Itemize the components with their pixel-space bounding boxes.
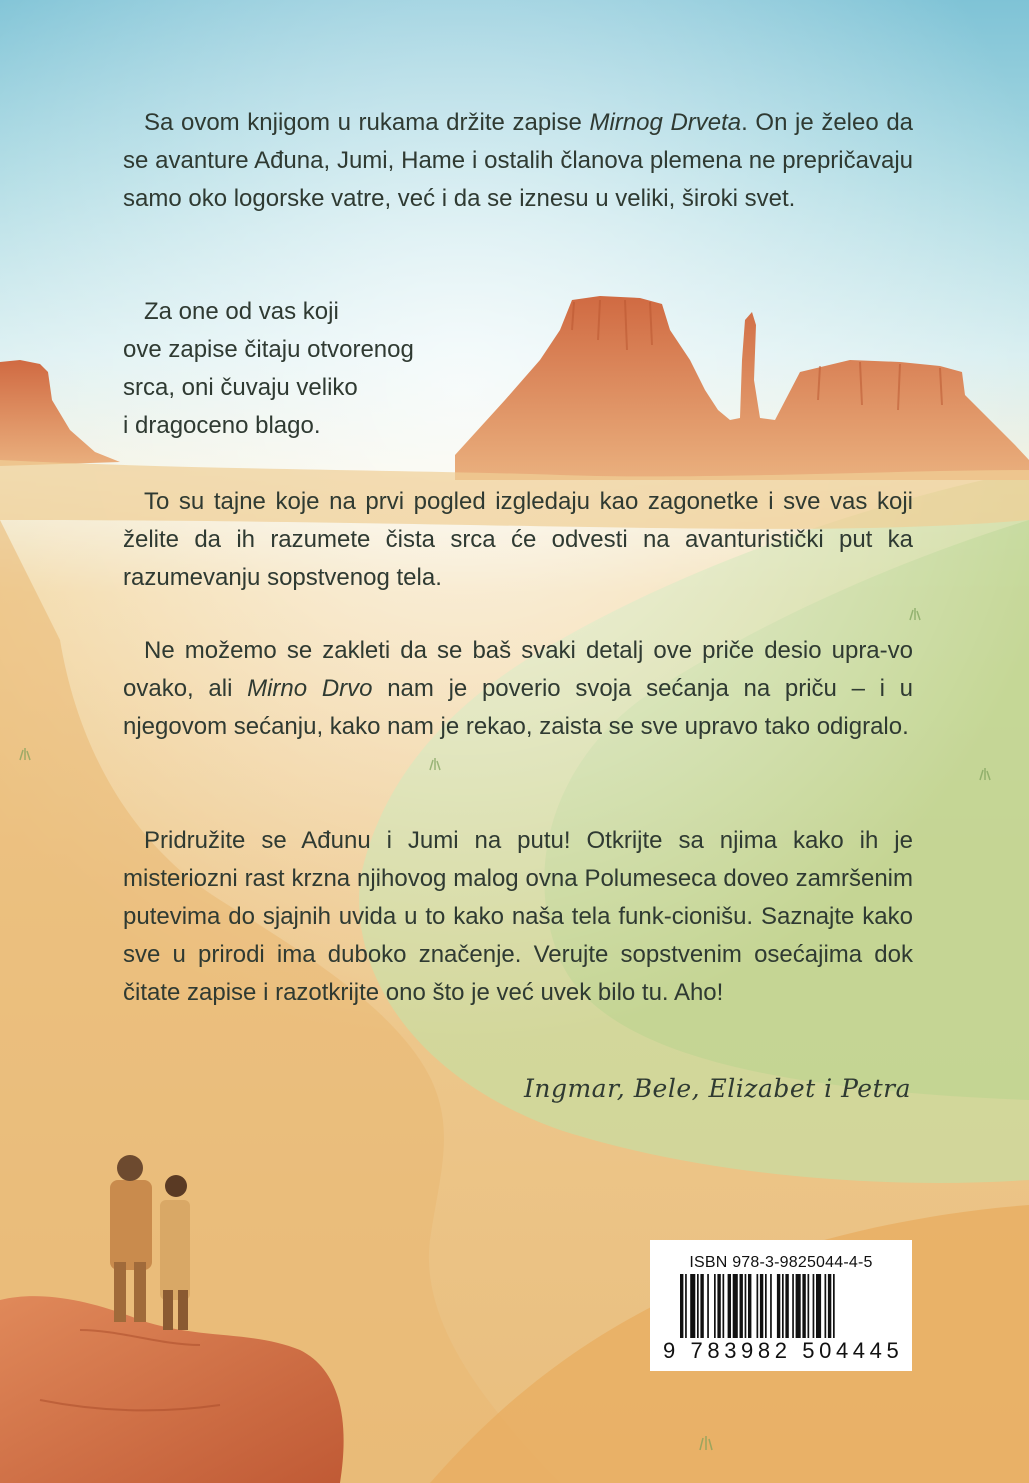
barcode-bar bbox=[757, 1274, 759, 1342]
ean-digits-text: 9 783982 504445 bbox=[663, 1338, 904, 1363]
barcode-bar bbox=[802, 1274, 805, 1342]
intro-paragraph bbox=[123, 104, 913, 218]
barcode-bar bbox=[782, 1274, 784, 1342]
barcode-bar bbox=[765, 1274, 767, 1342]
barcode-bar bbox=[714, 1274, 716, 1342]
barcode-bar bbox=[785, 1274, 788, 1342]
barcode-bar bbox=[813, 1274, 815, 1342]
barcode-bar bbox=[796, 1274, 801, 1342]
isbn-barcode bbox=[650, 1240, 912, 1371]
p5-text: Pridružite se Ađunu i Jumi na putu! Otkrijte sa njima kako ih je misteriozni rast krzna njihovog malog ovna Polumeseca doveo zamršenim putevima do sjajnih uvida u to kako naša tela funk-cionišu. Saznajte kako sve u prirodi ima duboko značenje. Verujte sopstvenim osećajima dok čitate zapise i razotkrijte ono što je već uvek bilo tu. Aho! bbox=[123, 827, 913, 1006]
story-paragraph bbox=[123, 632, 913, 746]
p3-text: To su tajne koje na prvi pogled izgledaju kao zagonetke i sve vas koji želite da ih razumete čista srca će odvesti na avanturistički put ka razumevanju sopstvenog tela. bbox=[123, 488, 913, 591]
p2-line-4: i dragoceno blago. bbox=[123, 412, 321, 439]
p4-text-a: Ne možemo se zakleti da se baš svaki detalj ove priče desio upra-vo ovako, ali bbox=[123, 637, 913, 702]
barcode-bar bbox=[697, 1274, 699, 1342]
p1-text-c: . On je želeo da se avanture Ađuna, Jumi, Hame i ostalih članova plemena ne prepričavaju samo oko logorske vatre, već i da se iznesu u veliki, široki svet. bbox=[123, 109, 914, 212]
barcode-bar bbox=[717, 1274, 720, 1342]
authors-signature: Ingmar, Bele, Elizabet i Petra bbox=[524, 1074, 911, 1103]
invitation-paragraph bbox=[123, 822, 913, 1012]
barcode-bar bbox=[700, 1274, 703, 1342]
p4-text-c: nam je poverio svoja sećanja na priču – i u njegovom sećanju, kako nam je rekao, zaista se sve upravo tako odigralo. bbox=[123, 675, 913, 740]
barcode-bar bbox=[728, 1274, 731, 1342]
barcode-bar bbox=[748, 1274, 751, 1342]
p1-text-a: Sa ovom knjigom u rukama držite zapise bbox=[144, 109, 590, 136]
p1-title-italic: Mirnog Drveta bbox=[589, 109, 742, 136]
barcode-bar bbox=[707, 1274, 709, 1342]
barcode-bar bbox=[723, 1274, 725, 1342]
barcode-bar bbox=[825, 1274, 827, 1342]
barcode-bar bbox=[745, 1274, 747, 1342]
p4-name-italic: Mirno Drvo bbox=[247, 675, 373, 702]
p2-line-2: ove zapise čitaju otvorenog bbox=[123, 336, 414, 363]
barcode-bar bbox=[816, 1274, 821, 1342]
isbn-label: ISBN 978-3-9825044-4-5 bbox=[689, 1254, 873, 1271]
barcode-bar bbox=[733, 1274, 738, 1342]
barcode-bar bbox=[792, 1274, 794, 1342]
secrets-paragraph bbox=[123, 483, 913, 597]
p2-line-3: srca, oni čuvaju veliko bbox=[123, 374, 358, 401]
barcode-bar bbox=[740, 1274, 743, 1342]
ean-digits bbox=[662, 1338, 902, 1364]
barcode-bar bbox=[777, 1274, 780, 1342]
barcode-bar bbox=[808, 1274, 810, 1342]
barcode-bar bbox=[770, 1274, 772, 1342]
barcode-bar bbox=[828, 1274, 831, 1342]
p2-line-1: Za one od vas koji bbox=[144, 298, 339, 325]
barcode-bar bbox=[690, 1274, 695, 1342]
short-paragraph bbox=[123, 293, 463, 445]
